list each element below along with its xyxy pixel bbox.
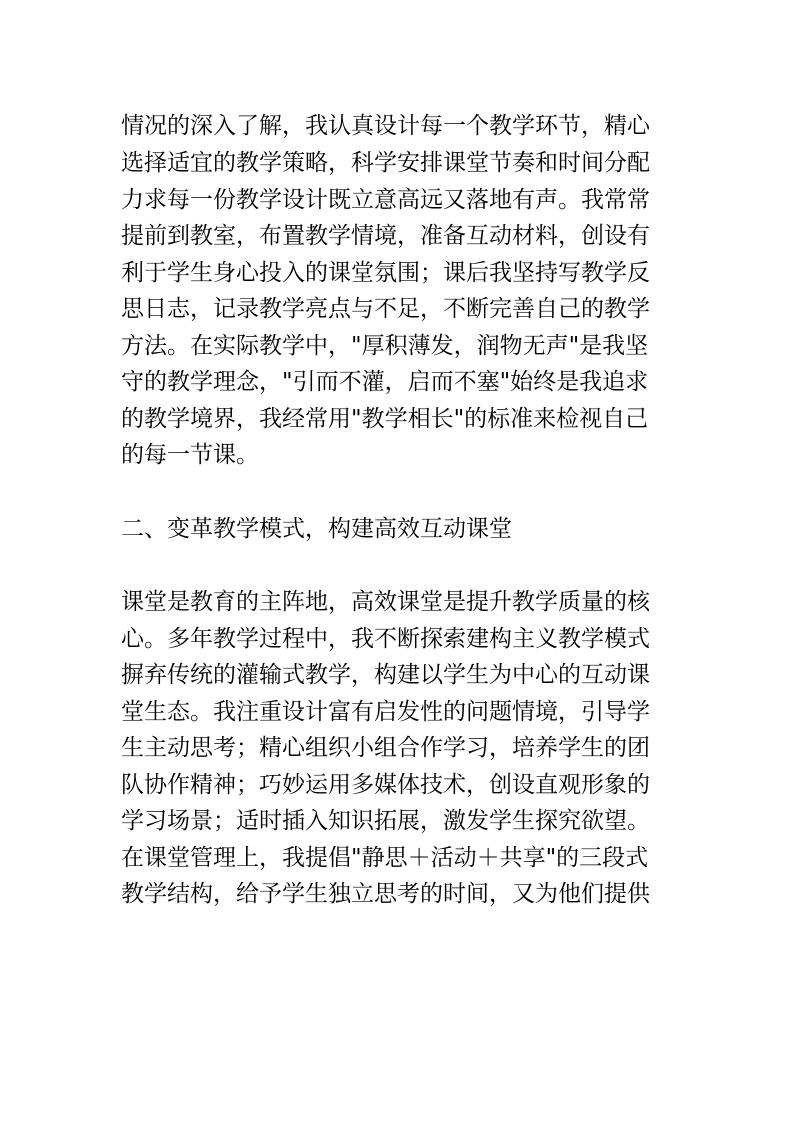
paragraph-2-line-9: 教学结构，给予学生独立思考的时间，又为他们提供	[121, 881, 650, 907]
paragraph-1-line-10: 的每一节课。	[121, 442, 259, 468]
paragraph-1-line-1: 情况的深入了解，我认真设计每一个教学环节，精心	[121, 113, 650, 139]
paragraph-2-line-8: 在课堂管理上，我提倡"静思＋活动＋共享"的三段式	[121, 845, 649, 871]
paragraph-2-line-3: 摒弃传统的灌输式教学，构建以学生为中心的互动课	[121, 662, 650, 688]
paragraph-1-line-5: 利于学生身心投入的课堂氛围；课后我坚持写教学反	[121, 260, 650, 286]
paragraph-1-line-6: 思日志，记录教学亮点与不足，不断完善自己的教学	[121, 296, 650, 322]
paragraph-2-line-2: 心。多年教学过程中，我不断探索建构主义教学模式	[121, 626, 650, 652]
paragraph-1-line-7: 方法。在实际教学中，"厚积薄发，润物无声"是我坚	[121, 333, 649, 359]
paragraph-2-line-6: 队协作精神；巧妙运用多媒体技术，创设直观形象的	[121, 772, 650, 798]
paragraph-2-line-4: 堂生态。我注重设计富有启发性的问题情境，引导学	[121, 699, 650, 725]
paragraph-2-line-5: 生主动思考；精心组织小组合作学习，培养学生的团	[121, 735, 650, 761]
paragraph-1-line-9: 的教学境界，我经常用"教学相长"的标准来检视自己	[121, 406, 649, 432]
paragraph-1-line-8: 守的教学理念，"引而不灌，启而不塞"始终是我追求	[121, 369, 649, 395]
paragraph-2-line-7: 学习场景；适时插入知识拓展，激发学生探究欲望。	[121, 808, 650, 834]
paragraph-1-line-2: 选择适宜的教学策略，科学安排课堂节奏和时间分配	[121, 150, 650, 176]
paragraph-1-line-3: 力求每一份教学设计既立意高远又落地有声。我常常	[121, 187, 650, 213]
paragraph-2-line-1: 课堂是教育的主阵地，高效课堂是提升教学质量的核	[121, 589, 650, 615]
section-heading: 二、变革教学模式，构建高效互动课堂	[121, 516, 512, 542]
paragraph-1-line-4: 提前到教室，布置教学情境，准备互动材料，创设有	[121, 223, 650, 249]
